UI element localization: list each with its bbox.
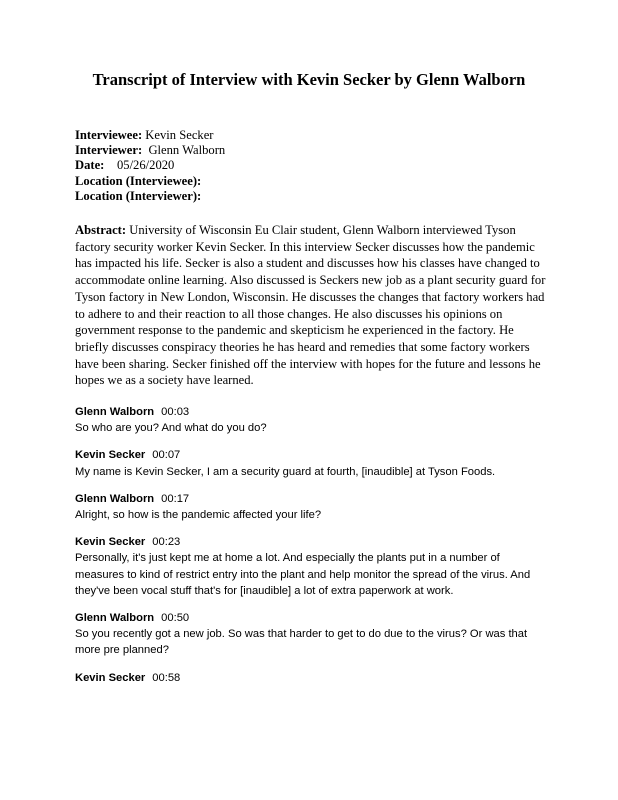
speaker-name: Kevin Secker bbox=[75, 536, 146, 549]
interviewee-value: Kevin Secker bbox=[145, 128, 214, 142]
transcript-turn bbox=[75, 534, 547, 599]
utterance: Alright, so how is the pandemic affected your life? bbox=[75, 509, 322, 522]
location-interviewer-row bbox=[75, 189, 225, 204]
timestamp: 00:07 bbox=[152, 449, 181, 462]
timestamp: 00:58 bbox=[152, 671, 181, 684]
utterance: Personally, it's just kept me at home a lot. And especially the plants put in a number of measures to kind of restrict entry into the plant and help monitor the spread of the virus. And they've been vocal stuff that's for [inaudible] a lot of extra paperwork at work. bbox=[75, 552, 531, 597]
location-interviewer-label: Location (Interviewer): bbox=[75, 188, 202, 203]
transcript-turn bbox=[75, 670, 547, 686]
timestamp: 00:23 bbox=[152, 536, 181, 549]
location-interviewee-row bbox=[75, 174, 225, 189]
date-row bbox=[75, 158, 225, 173]
timestamp: 00:03 bbox=[161, 406, 190, 418]
date-value: 05/26/2020 bbox=[116, 158, 175, 173]
timestamp: 00:50 bbox=[161, 612, 190, 625]
interviewer-label: Interviewer: bbox=[75, 143, 143, 158]
interviewer-value: Glenn Walborn bbox=[148, 143, 226, 158]
transcript-turn bbox=[75, 404, 547, 436]
speaker-name: Kevin Secker bbox=[75, 449, 146, 462]
utterance: My name is Kevin Secker, I am a security guard at fourth, [inaudible] at Tyson Foods. bbox=[75, 465, 496, 478]
document-title: Transcript of Interview with Kevin Secker by Glenn Walborn bbox=[92, 70, 526, 89]
interviewee-row bbox=[75, 128, 225, 143]
speaker-name: Glenn Walborn bbox=[75, 612, 155, 625]
transcript bbox=[75, 404, 547, 697]
abstract-text: University of Wisconsin Eu Clair student, Glenn Walborn interviewed Tyson factory security worker Kevin Secker. In this interview Secker discusses how the pandemic has impacted his life. Secker is also a student and discusses how his classes have changed to accommodate online learning. Also discussed is Seckers new job as a plant security guard for Tyson factory in New London, Wisconsin. He discusses the changes that factory workers had to adhere to and their reaction to all those changes. He also discusses his opinions on government response to the pandemic and skepticism he experienced in the factory. He briefly discusses conspiracy theories he has heard and remedies that some factory workers have been sharing. Secker finished off the interview with hopes for the future and lessons he hopes we as a society have learned. bbox=[75, 223, 546, 388]
utterance: So who are you? And what do you do? bbox=[75, 422, 267, 435]
interviewer-row bbox=[75, 143, 225, 158]
transcript-turn bbox=[75, 491, 547, 523]
abstract bbox=[75, 222, 547, 389]
interview-metadata bbox=[75, 128, 225, 204]
abstract-label: Abstract: bbox=[75, 223, 127, 237]
transcript-turn bbox=[75, 610, 547, 659]
speaker-name: Glenn Walborn bbox=[75, 406, 155, 418]
transcript-turn bbox=[75, 447, 547, 479]
timestamp: 00:17 bbox=[161, 492, 190, 505]
location-interviewee-label: Location (Interviewee): bbox=[75, 173, 202, 188]
interviewee-label: Interviewee: bbox=[75, 128, 143, 142]
speaker-name: Glenn Walborn bbox=[75, 492, 155, 505]
utterance: So you recently got a new job. So was that harder to get to do due to the virus? Or was that more pre planned? bbox=[75, 628, 528, 657]
date-label: Date: bbox=[75, 158, 105, 173]
speaker-name: Kevin Secker bbox=[75, 671, 146, 684]
